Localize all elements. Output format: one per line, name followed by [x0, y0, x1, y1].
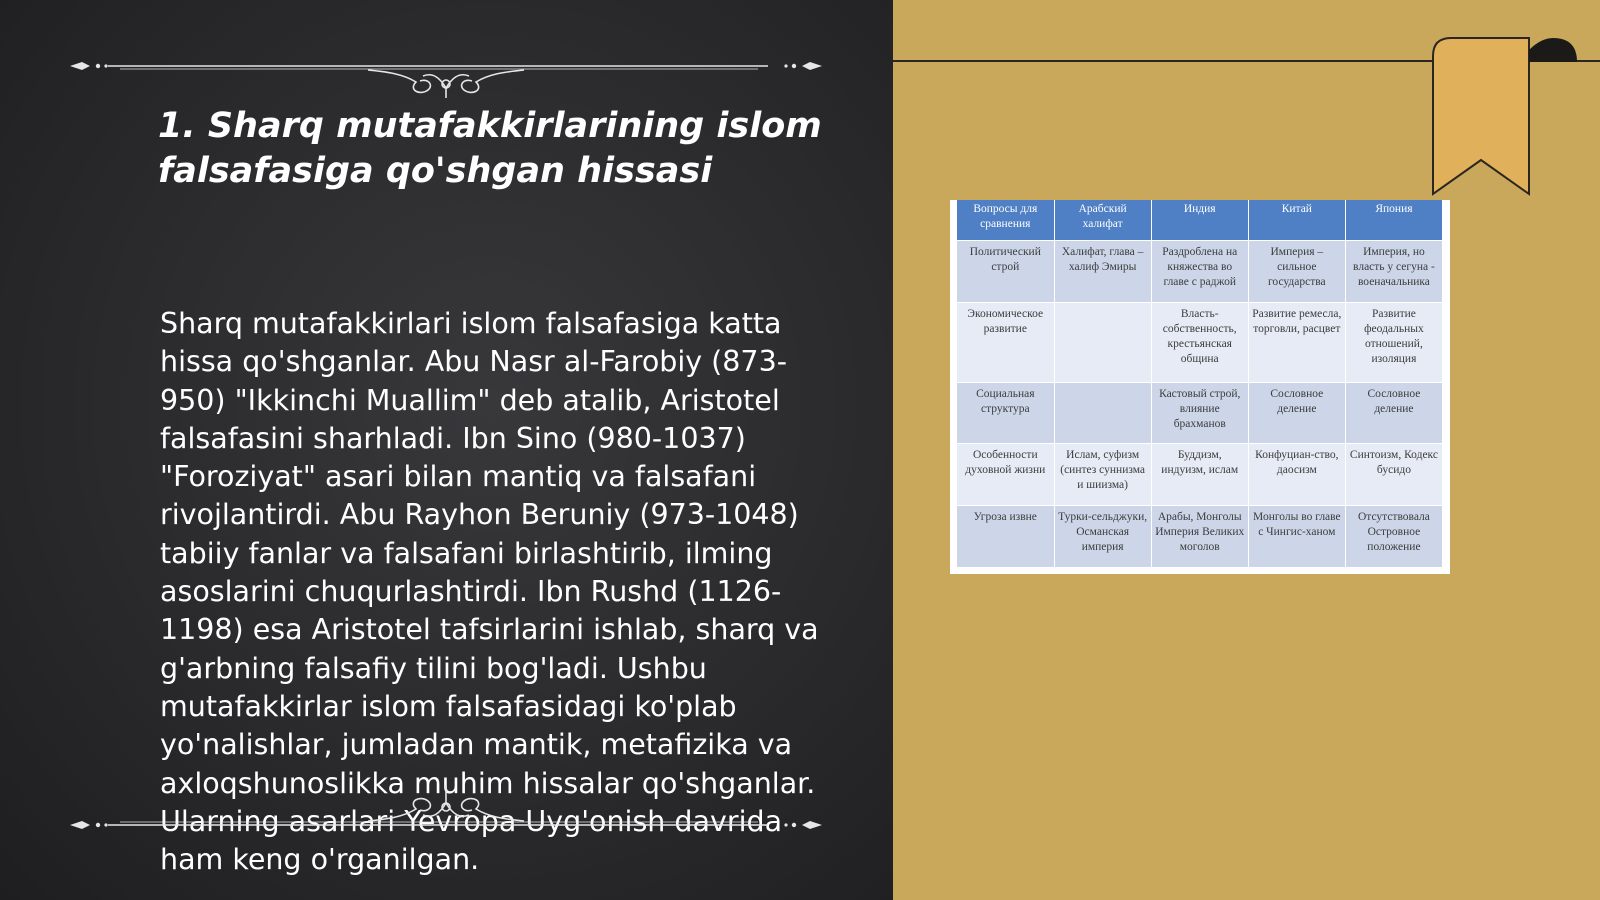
comparison-table-image: [950, 200, 1450, 574]
table-cell: Империя – сильное государства: [1248, 241, 1345, 303]
table-row: [957, 382, 1443, 444]
slide-body-text: Sharq mutafakkirlari islom falsafasiga katta hissa qo'shganlar. Abu Nasr al-Farobiy (873-950) "Ikkinchi Muallim" deb atalib, Aristotel falsafasini sharhladi. Ibn Sino (980-1037) "Foroziyat" asari bilan mantiq va falsafani rivojlantirdi. Abu Rayhon Beruniy (973-1048) tabiiy fanlar va falsafani birlashtirib, ilming asoslarini chuqurlashtirdi. Ibn Rushd (1126-1198) esa Aristotel tafsirlarini ishlab, sharq va g'arbning falsafiy tilini bog'ladi. Ushbu mutafakkirlar islom falsafasidagi ko'plab yo'nalishlar, jumladan mantik, metafizika va axloqshunoslikka muhim hissalar qo'shganlar. Ularning asarlari Yevropa Uyg'onish davrida ham keng o'rganilgan.: [160, 307, 819, 877]
table-cell: Угроза извне: [957, 506, 1054, 567]
table-cell: Империя, но власть у сегуна - военачальника: [1345, 241, 1442, 303]
table-cell: Сословное деление: [1248, 382, 1345, 444]
table-cell: Развитие ремесла, торговли, расцвет: [1248, 302, 1345, 382]
table-cell: Власть-собственность, крестьянская община: [1151, 302, 1248, 382]
table-cell: Экономическое развитие: [957, 302, 1054, 382]
table-cell: Конфуциан-ство, даосизм: [1248, 444, 1345, 506]
decorative-divider-bottom: [68, 780, 824, 840]
table-cell: Арабы, Монголы Империя Великих моголов: [1151, 506, 1248, 567]
table-cell: Монголы во главе с Чингис-ханом: [1248, 506, 1345, 567]
table-cell: Отсутствовала Островное положение: [1345, 506, 1442, 567]
table-header-cell: Япония: [1345, 200, 1442, 241]
decorative-divider-top: [68, 38, 824, 98]
table-header-cell: Китай: [1248, 200, 1345, 241]
table-header-cell: Вопросы для сравнения: [957, 200, 1054, 241]
table-cell: Синтоизм, Кодекс бусидо: [1345, 444, 1442, 506]
table-cell: Социальная структура: [957, 382, 1054, 444]
slide-title: 1. Sharq mutafakkirlarining islom falsafasiga qo'shgan hissasi: [158, 106, 822, 191]
table-row: [957, 444, 1443, 506]
bookmark-ribbon-icon: [1431, 36, 1581, 196]
table-cell: [1054, 382, 1151, 444]
table-header-cell: Индия: [1151, 200, 1248, 241]
table-cell: Развитие феодальных отношений, изоляция: [1345, 302, 1442, 382]
table-cell: Ислам, суфизм (синтез суннизма и шиизма): [1054, 444, 1151, 506]
table-row: [957, 241, 1443, 303]
table-row: [957, 302, 1443, 382]
comparison-table: [957, 200, 1443, 567]
table-cell: Политический строй: [957, 241, 1054, 303]
image-panel: [893, 0, 1600, 900]
table-cell: Особенности духовной жизни: [957, 444, 1054, 506]
table-cell: Халифат, глава – халиф Эмиры: [1054, 241, 1151, 303]
table-cell: [1054, 302, 1151, 382]
table-cell: Турки-сельджуки, Османская империя: [1054, 506, 1151, 567]
table-row: [957, 506, 1443, 567]
table-header-row: [957, 200, 1443, 241]
table-cell: Сословное деление: [1345, 382, 1442, 444]
table-cell: Раздроблена на княжества во главе с раджой: [1151, 241, 1248, 303]
table-cell: Кастовый строй, влияние брахманов: [1151, 382, 1248, 444]
table-cell: Буддизм, индуизм, ислам: [1151, 444, 1248, 506]
table-header-cell: Арабский халифат: [1054, 200, 1151, 241]
